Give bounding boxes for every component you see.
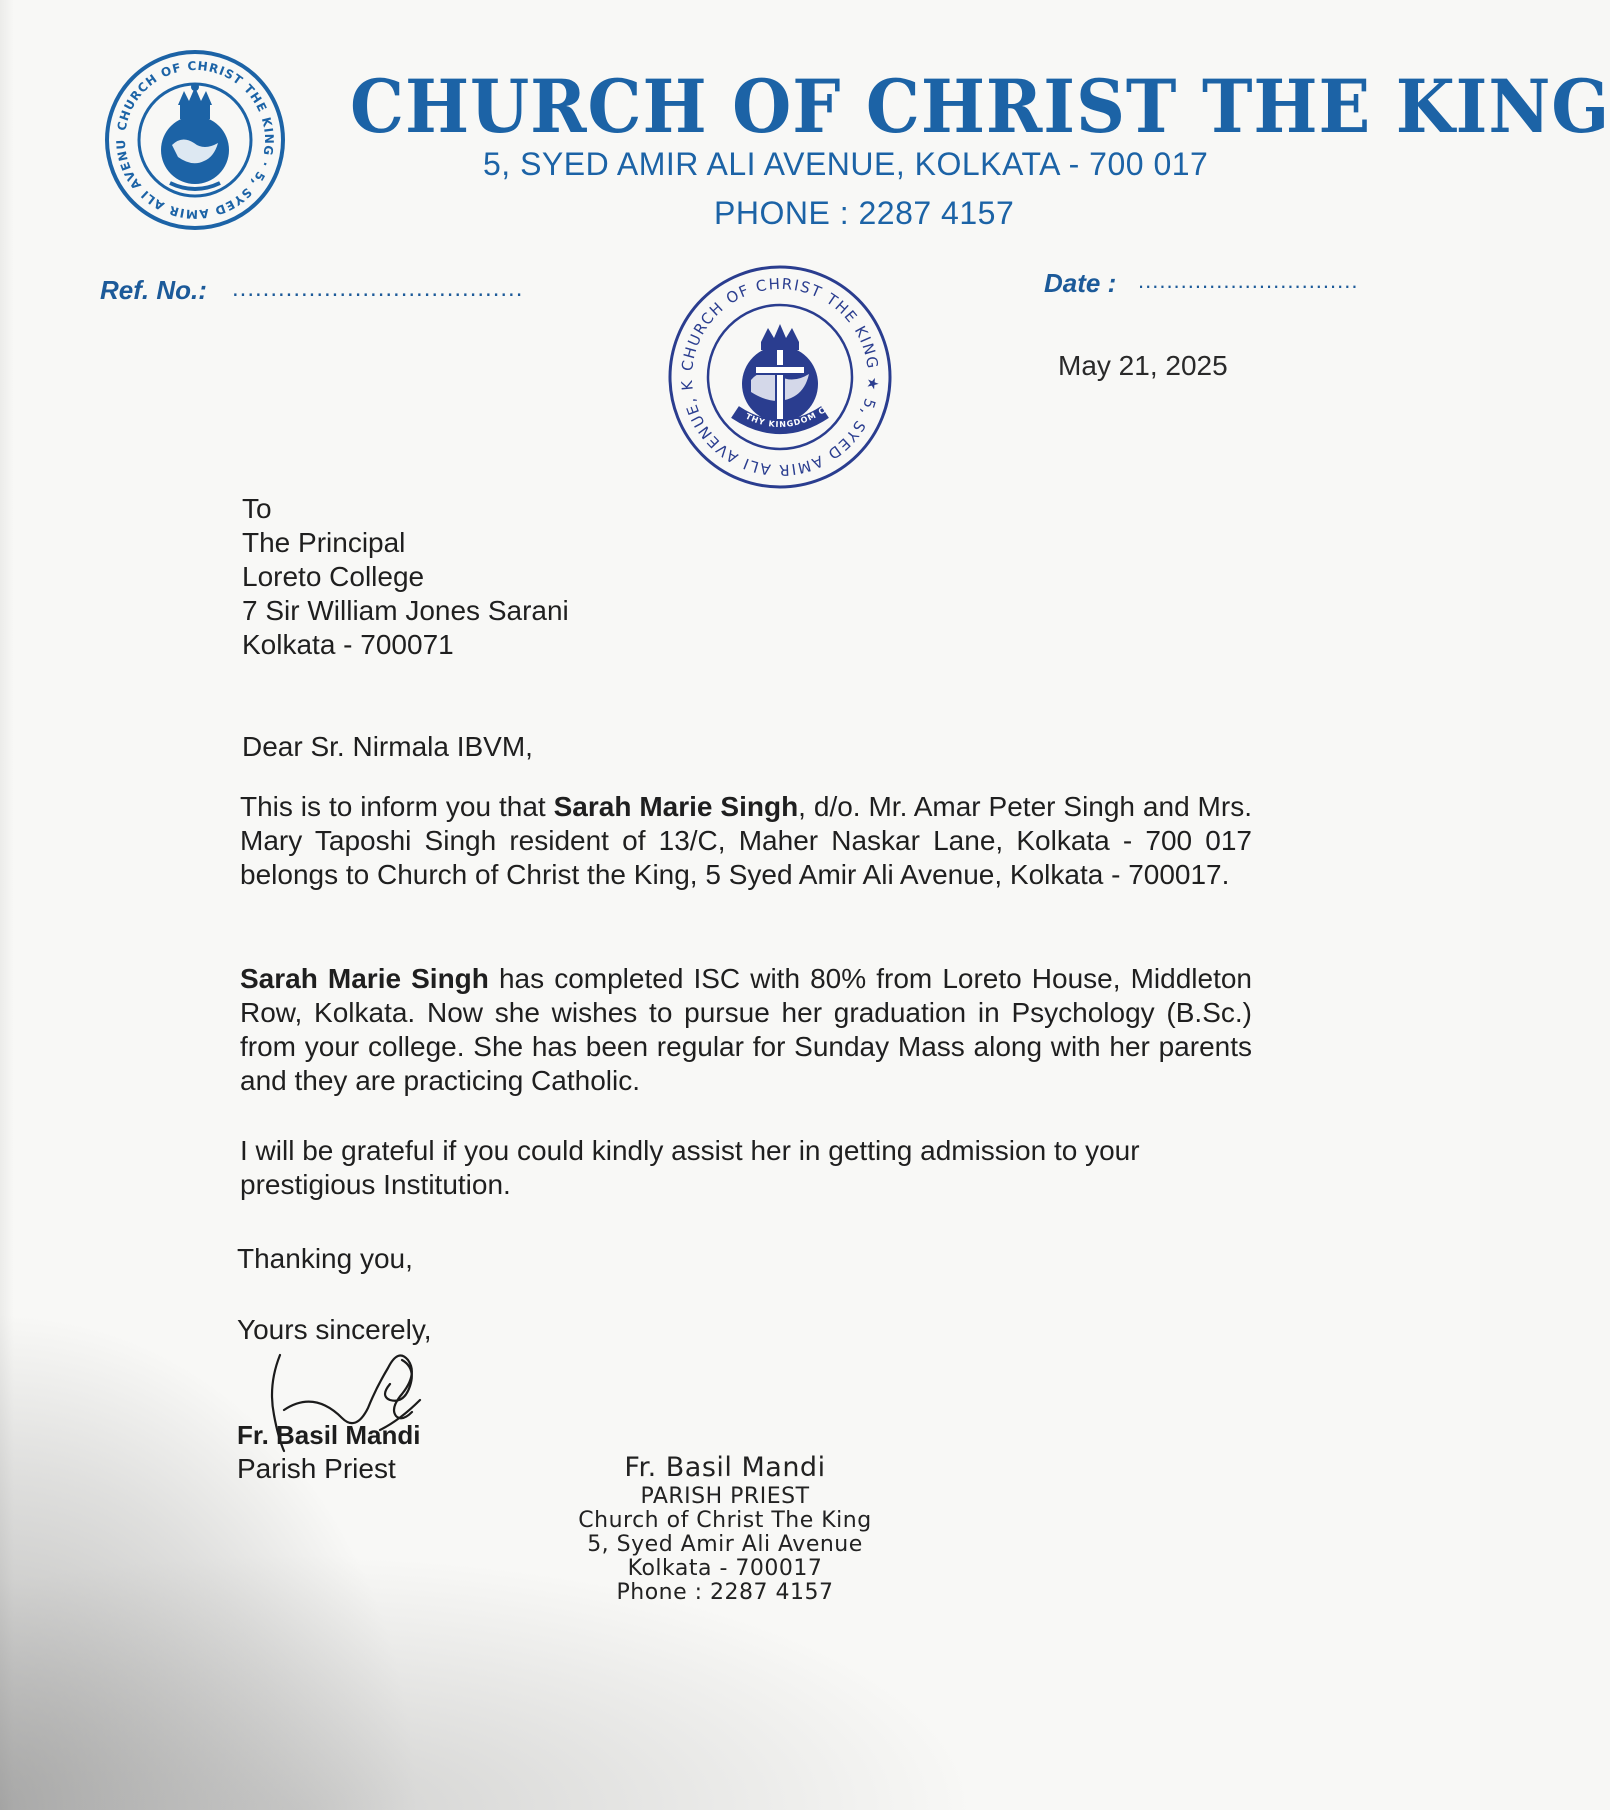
paragraph-2-rest: has completed ISC with 80% from Loreto House, Middleton Row, Kolkata. Now she wishes to pursue her graduation in Psychology (B.Sc.) from your college. She has been regular for Sunday Mass along with her parents and they are practicing Catholic. — [240, 963, 1252, 1096]
address-line: To — [242, 493, 272, 524]
date-field: ............................... — [1138, 268, 1359, 293]
signer-role: Parish Priest — [237, 1453, 396, 1484]
stamp-line: 5, Syed Amir Ali Avenue — [587, 1532, 863, 1557]
paragraph-1-rest: , d/o. Mr. Amar Peter Singh and Mrs. Mary Taposhi Singh resident of 13/C, Maher Naskar Lane, Kolkata - 700 017 belongs to Church of Christ the King, 5 Syed Amir Ali Avenue, Kolkata - 700017. — [240, 791, 1252, 890]
svg-text:CHURCH OF CHRIST THE KING · 5,: CHURCH OF CHRIST THE KING · 5, SYED AMIR ALI AVENU — [113, 58, 277, 222]
student-name: Sarah Marie Singh — [553, 791, 799, 822]
paragraph-1 — [240, 790, 1252, 892]
stamp-line: Phone : 2287 4157 — [616, 1580, 834, 1605]
church-name: CHURCH OF CHRIST THE KING — [350, 64, 1610, 150]
church-phone: PHONE : 2287 4157 — [714, 195, 1015, 231]
church-seal — [665, 262, 895, 497]
student-name: Sarah Marie Singh — [240, 963, 489, 994]
ref-number-label: Ref. No.: — [100, 275, 207, 305]
stamp-line: PARISH PRIEST — [640, 1484, 810, 1509]
paragraph-2 — [240, 962, 1252, 1098]
date-label: Date : — [1044, 268, 1117, 298]
address-line: Kolkata - 700071 — [242, 629, 454, 660]
closing-thanks: Thanking you, — [237, 1243, 413, 1274]
signer-name: Fr. Basil Mandi — [237, 1420, 421, 1450]
church-address: 5, SYED AMIR ALI AVENUE, KOLKATA - 700 017 — [483, 146, 1209, 182]
letter-date: May 21, 2025 — [1058, 350, 1228, 381]
address-line: Loreto College — [242, 561, 425, 592]
paragraph-3: I will be grateful if you could kindly assist her in getting admission to your prestigious Institution. — [240, 1135, 1140, 1200]
church-logo — [100, 45, 290, 240]
address-line: 7 Sir William Jones Sarani — [242, 595, 569, 626]
ref-number-field: ...................................... — [232, 275, 524, 302]
address-line: The Principal — [242, 527, 406, 558]
seal-band-text: THY KINGDOM C — [744, 405, 828, 430]
stamp-line: Church of Christ The King — [578, 1508, 872, 1533]
stamp-line: Kolkata - 700017 — [627, 1556, 823, 1581]
svg-text:CHURCH OF CHRIST THE KING ★ 5,: CHURCH OF CHRIST THE KING ★ 5, SYED AMIR ALI AVENUE, K — [677, 274, 883, 480]
recipient-address — [242, 492, 569, 662]
closing-sincerely: Yours sincerely, — [237, 1314, 432, 1345]
stamp-name: Fr. Basil Mandi — [624, 1452, 826, 1483]
paragraph-1-lead: This is to inform you that — [240, 791, 554, 822]
salutation: Dear Sr. Nirmala IBVM, — [242, 731, 533, 762]
